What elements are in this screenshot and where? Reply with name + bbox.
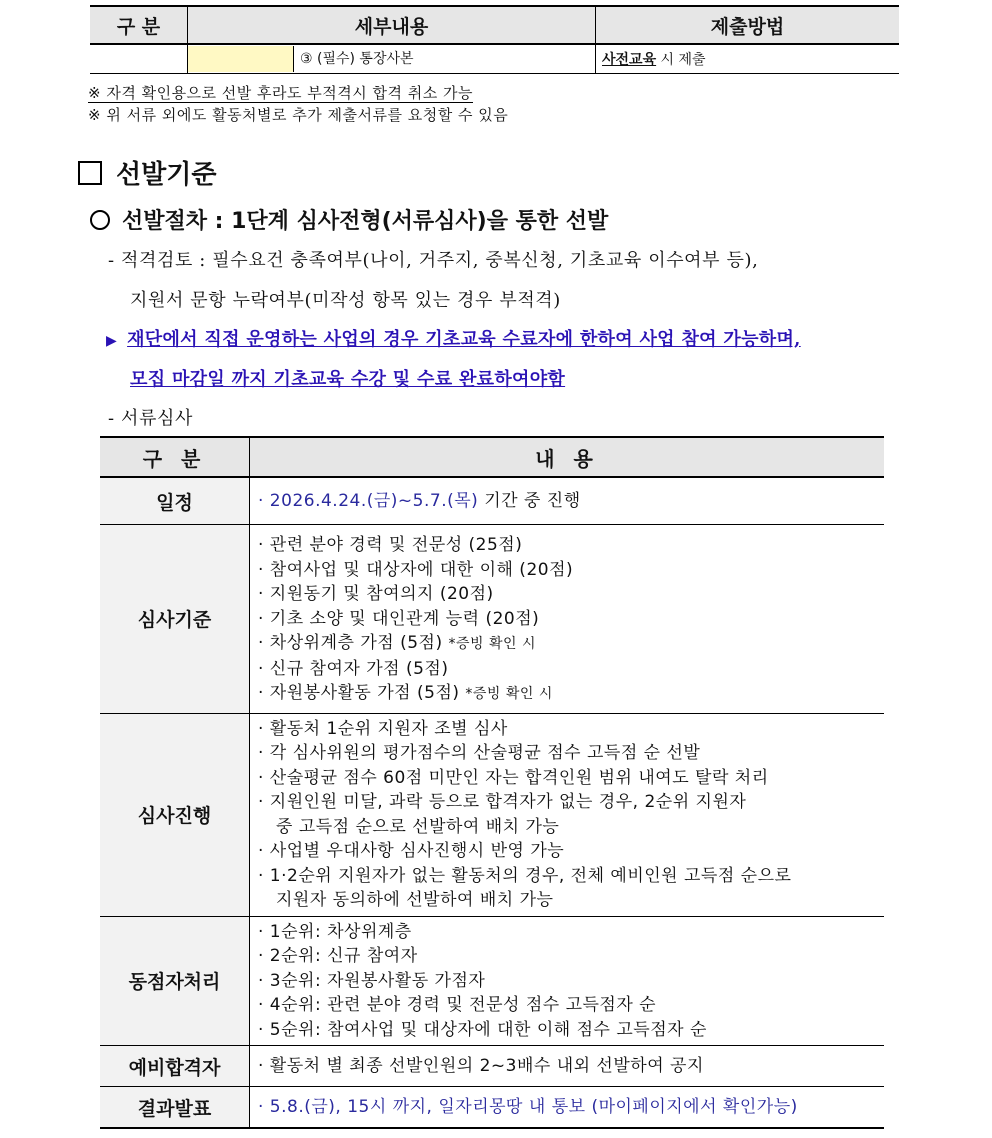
eligibility-line-2: 지원서 문항 누락여부(미작성 항목 있는 경우 부적격) xyxy=(130,290,561,311)
list-item: · 5순위: 참여사업 및 대상자에 대한 이해 점수 고득점자 순 xyxy=(258,1019,707,1040)
section-title xyxy=(78,154,216,191)
list-item: · 2순위: 신규 참여자 xyxy=(258,946,418,966)
reserve-label: 예비합격자 xyxy=(100,1046,250,1087)
document-review-line: - 서류심사 xyxy=(108,408,193,429)
list-item: · 4순위: 관련 분야 경력 및 전문성 점수 고득점자 순 xyxy=(258,995,657,1015)
list-item: · 자원봉사활동 가점 (5점) *증빙 확인 시 xyxy=(258,683,553,703)
result-content: · 5.8.(금), 15시 까지, 일자리몽땅 내 통보 (마이페이지에서 확인가능) xyxy=(250,1087,885,1129)
list-item: · 1·2순위 지원자가 없는 활동처의 경우, 전체 예비인원 고득점 순으로 xyxy=(258,865,792,886)
process-label: 심사진행 xyxy=(100,713,250,916)
review-table-header xyxy=(100,437,884,477)
header-label: 구 분 xyxy=(100,437,250,477)
list-item: · 차상위계층 가점 (5점) *증빙 확인 시 xyxy=(258,633,537,653)
circle-bullet-icon xyxy=(90,210,110,230)
criteria-label: 심사기준 xyxy=(100,525,250,714)
list-item: · 1순위: 차상위계층 xyxy=(258,921,412,942)
schedule-label: 일정 xyxy=(100,477,250,525)
list-item: · 3순위: 자원봉사활동 가점자 xyxy=(258,970,486,991)
header-method: 제출방법 xyxy=(596,6,900,44)
schedule-content: · 2026.4.24.(금)~5.7.(목) 기간 중 진행 xyxy=(250,477,885,525)
header-category: 구 분 xyxy=(90,6,188,44)
eligibility-line-1: - 적격검토 : 필수요건 충족여부(나이, 거주지, 중복신청, 기초교육 이수여부 등), xyxy=(108,250,759,271)
list-item: · 지원인원 미달, 과락 등으로 합격자가 없는 경우, 2순위 지원자 xyxy=(258,792,747,812)
reserve-content: · 활동처 별 최종 선발인원의 2~3배수 내외 선발하여 공지 xyxy=(250,1046,885,1087)
process-content xyxy=(250,713,885,916)
list-item: · 사업별 우대사항 심사진행시 반영 가능 xyxy=(258,841,565,861)
submission-table xyxy=(90,5,899,74)
row-detail: ③ (필수) 통장사본 xyxy=(293,46,414,72)
procedure-title xyxy=(90,204,608,235)
procedure-title-text: 선발절차 : 1단계 심사전형(서류심사)을 통한 선발 xyxy=(122,209,609,234)
table-row-criteria xyxy=(100,525,884,714)
list-item: · 각 심사위원의 평가점수의 산술평균 점수 고득점 순 선발 xyxy=(258,743,701,763)
list-item: 지원자 동의하에 선발하여 배치 가능 xyxy=(276,890,554,910)
method-rest: 시 제출 xyxy=(656,52,706,68)
list-item: · 기초 소양 및 대인관계 능력 (20점) xyxy=(258,608,540,629)
method-emphasis: 사전교육 xyxy=(602,52,657,68)
section-title-text: 선발기준 xyxy=(116,160,217,190)
note-extra-documents: ※ 위 서류 외에도 활동처별로 추가 제출서류를 요청할 수 있음 xyxy=(88,106,509,124)
list-item: · 산술평균 점수 60점 미만인 자는 합격인원 범위 내여도 탈락 처리 xyxy=(258,767,769,788)
note-qualification: ※ 자격 확인용으로 선발 후라도 부적격시 합격 취소 가능 xyxy=(88,84,473,102)
row-category xyxy=(90,44,188,74)
evidence-note: *증빙 확인 시 xyxy=(448,636,537,652)
list-item: · 지원동기 및 참여의지 (20점) xyxy=(258,584,494,604)
table-row-process xyxy=(100,713,884,916)
table-row-tie xyxy=(100,916,884,1046)
list-item: · 신규 참여자 가점 (5점) xyxy=(258,658,449,679)
list-item: · 참여사업 및 대상자에 대한 이해 (20점) xyxy=(258,559,574,580)
tie-content xyxy=(250,916,885,1046)
list-item: 중 고득점 순으로 선발하여 배치 가능 xyxy=(276,816,560,837)
header-content: 내 용 xyxy=(250,437,885,477)
square-bullet-icon xyxy=(78,161,102,185)
table-row xyxy=(90,44,899,74)
row-method xyxy=(596,44,900,74)
criteria-content xyxy=(250,525,885,714)
highlight-cell xyxy=(188,46,293,72)
table-row-result xyxy=(100,1087,884,1129)
table-row-schedule xyxy=(100,477,884,525)
emphasis-line-2: 모집 마감일 까지 기초교육 수강 및 수료 완료하여야함 xyxy=(130,369,566,390)
submission-table-header xyxy=(90,6,899,44)
result-label: 결과발표 xyxy=(100,1087,250,1129)
tie-label: 동점자처리 xyxy=(100,916,250,1046)
review-table xyxy=(100,436,884,1129)
header-detail: 세부내용 xyxy=(188,6,596,44)
row-detail-cell xyxy=(188,44,596,74)
triangle-bullet-icon: ▶ xyxy=(106,333,118,349)
list-item: · 활동처 1순위 지원자 조별 심사 xyxy=(258,718,508,739)
list-item: · 관련 분야 경력 및 전문성 (25점) xyxy=(258,535,523,555)
table-row-reserve xyxy=(100,1046,884,1087)
evidence-note: *증빙 확인 시 xyxy=(465,686,553,702)
emphasis-line-1: ▶ 재단에서 직접 운영하는 사업의 경우 기초교육 수료자에 한하여 사업 참여 가능하며, xyxy=(106,329,801,350)
